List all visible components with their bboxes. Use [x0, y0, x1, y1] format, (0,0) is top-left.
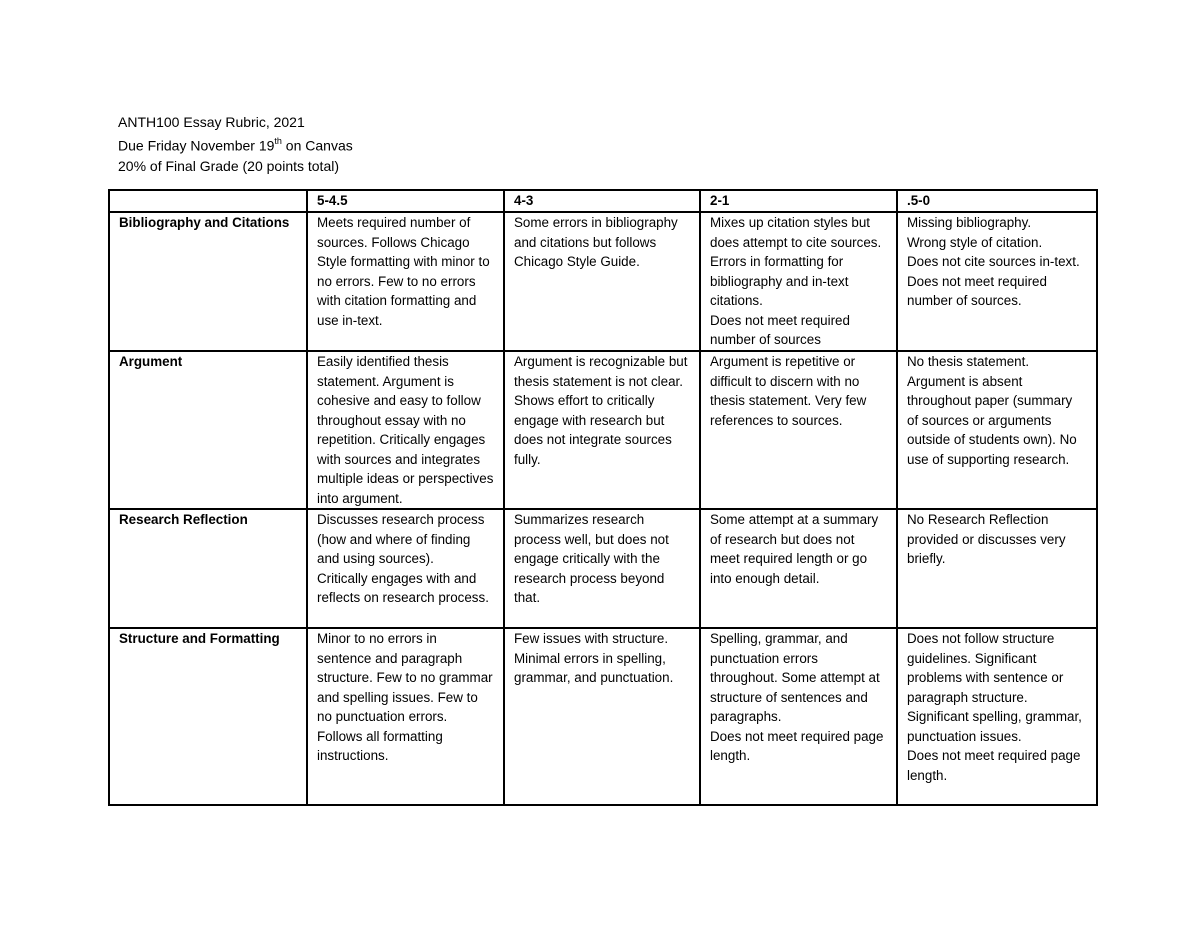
descriptor-cell: [307, 628, 504, 805]
descriptor-text: Argument is recognizable but thesis statement is not clear. Shows effort to critically engage with research but does not integrate sources fully.: [514, 354, 688, 467]
header-cell-criterion: [109, 190, 307, 212]
rubric-title: ANTH100 Essay Rubric, 2021: [118, 114, 305, 130]
descriptor-cell: [307, 351, 504, 509]
header-cell-score: 2-1: [700, 190, 897, 212]
descriptor-text: Does not cite sources in-text.: [907, 254, 1080, 269]
descriptor-text: Minor to no errors in sentence and paragraph structure. Few to no grammar and spelling issues. Few to no punctuation errors. Follows all formatting instructions.: [317, 631, 493, 763]
descriptor-cell: [504, 351, 700, 509]
due-date-location: on Canvas: [281, 137, 353, 154]
rubric-table: [108, 189, 1098, 806]
header-cell-score: 4-3: [504, 190, 700, 212]
criterion-cell: Argument: [109, 351, 307, 509]
descriptor-text: Easily identified thesis statement. Argument is cohesive and easy to follow throughout essay with no repetition. Critically engages with sources and integrates multiple ideas or perspectives into argument.: [317, 354, 494, 506]
descriptor-text: Few issues with structure. Minimal errors in spelling, grammar, and punctuation.: [514, 631, 674, 685]
descriptor-cell: [700, 509, 897, 628]
due-date-ordinal: th: [274, 136, 282, 146]
descriptor-text: No Research Reflection provided or discusses very briefly.: [907, 512, 1066, 566]
descriptor-text: Wrong style of citation.: [907, 234, 1043, 250]
descriptor-text: No thesis statement. Argument is absent throughout paper (summary of sources or arguments outside of students own). No use of supporting research.: [907, 354, 1077, 467]
document-header: [118, 112, 353, 176]
due-date-line: [118, 132, 353, 156]
descriptor-cell: [700, 212, 897, 351]
descriptor-cell: [504, 628, 700, 805]
table-row: [109, 628, 1097, 805]
grade-weight-line: 20% of Final Grade (20 points total): [118, 157, 340, 174]
descriptor-cell: [504, 509, 700, 628]
descriptor-cell: [700, 351, 897, 509]
descriptor-text: Missing bibliography.: [907, 215, 1032, 230]
table-row: [109, 212, 1097, 351]
descriptor-cell: [307, 212, 504, 351]
descriptor-cell: [700, 628, 897, 805]
descriptor-text: Does not meet required page length.: [710, 728, 884, 763]
descriptor-text: Does not meet required number of sources: [710, 312, 850, 347]
descriptor-text: Critically engages with and reflects on research process.: [317, 570, 489, 605]
criterion-cell: Bibliography and Citations: [109, 212, 307, 351]
descriptor-text: Some errors in bibliography and citations but follows Chicago Style Guide.: [514, 215, 678, 269]
descriptor-text: Some attempt at a summary of research but does not meet required length or go into enough detail.: [710, 512, 879, 586]
descriptor-cell: [307, 509, 504, 628]
descriptor-cell: [897, 351, 1097, 509]
table-row: [109, 509, 1097, 628]
descriptor-cell: [897, 212, 1097, 351]
descriptor-cell: [897, 628, 1097, 805]
descriptor-text: Does not meet required number of sources.: [907, 273, 1047, 308]
descriptor-text: Does not meet required page length.: [907, 748, 1081, 783]
header-cell-score: .5-0: [897, 190, 1097, 212]
criterion-cell: Research Reflection: [109, 509, 307, 628]
descriptor-text: Argument is repetitive or difficult to discern with no thesis statement. Very few references to sources.: [710, 354, 867, 428]
due-date-text: Due Friday November 19: [118, 137, 275, 154]
descriptor-text: Summarizes research process well, but does not engage critically with the research process beyond that.: [514, 512, 669, 605]
criterion-cell: Structure and Formatting: [109, 628, 307, 805]
descriptor-text: Meets required number of sources. Follows Chicago Style formatting with minor to no errors. Few to no errors with citation formatting and use in-text.: [317, 215, 490, 328]
descriptor-text: Discusses research process (how and where of finding and using sources).: [317, 512, 485, 566]
descriptor-cell: [897, 509, 1097, 628]
header-cell-score: 5-4.5: [307, 190, 504, 212]
descriptor-text: Significant spelling, grammar, punctuation issues.: [907, 709, 1082, 744]
score-header-row: [109, 190, 1097, 212]
descriptor-cell: [504, 212, 700, 351]
descriptor-text: Mixes up citation styles but does attempt to cite sources. Errors in formatting for bibliography and in-text citations.: [710, 215, 882, 308]
table-row: [109, 351, 1097, 509]
descriptor-text: Spelling, grammar, and punctuation errors throughout. Some attempt at structure of sentences and paragraphs.: [710, 631, 880, 724]
descriptor-text: Does not follow structure guidelines. Significant problems with sentence or paragraph structure.: [907, 631, 1064, 705]
